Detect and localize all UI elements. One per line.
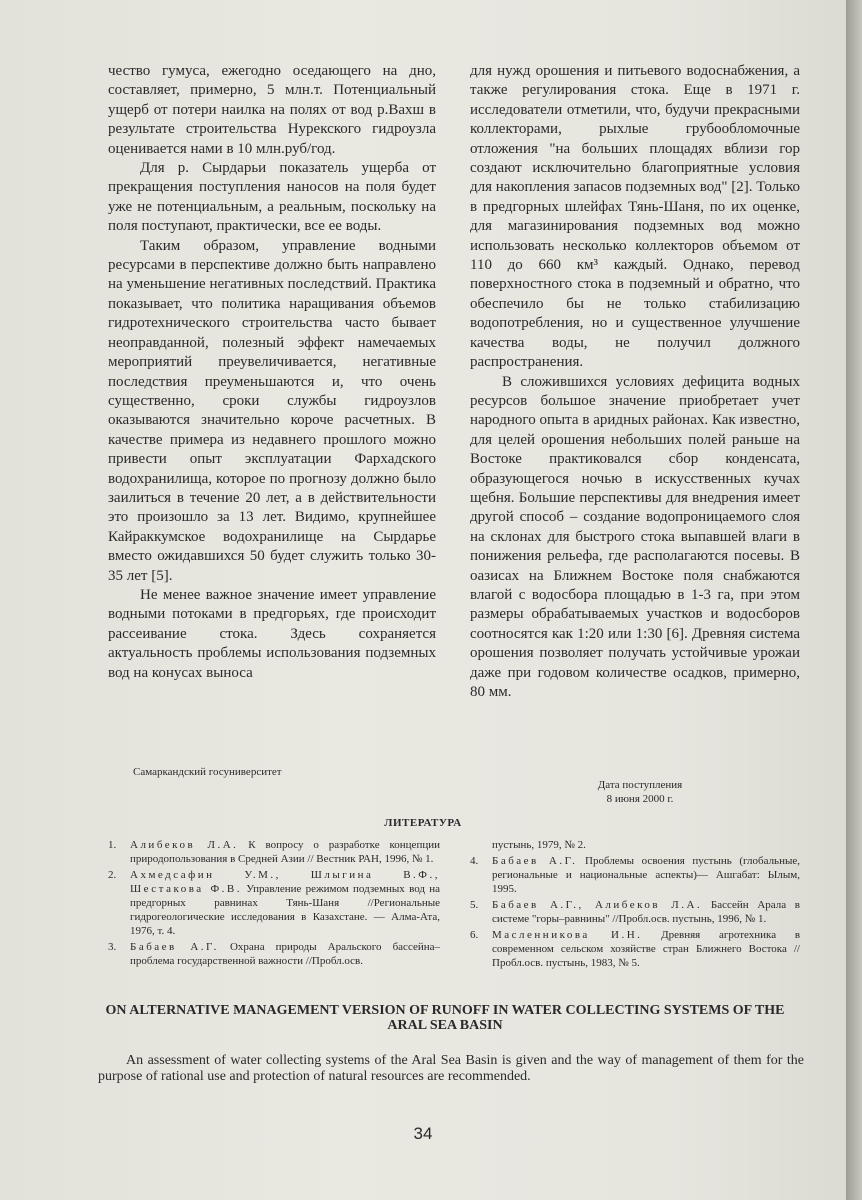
- literature-heading: ЛИТЕРАТУРА: [384, 817, 462, 829]
- reference-text: Охрана природы Аральского бассейна– проблема государственной важности //Пробл.осв.: [130, 941, 440, 967]
- english-title: ON ALTERNATIVE MANAGEMENT VERSION OF RUNOFF IN WATER COLLECTING SYSTEMS OF THE ARAL SEA BASIN: [105, 1003, 785, 1033]
- page-number: 34: [413, 1124, 433, 1143]
- reference-item: [470, 898, 800, 926]
- paragraph: для нужд орошения и питьевого водоснабжения, а также регулирования стока. Еще в 1971 г. исследователи отметили, что, будучи прекрасными коллекторами, рыхлые грубообломочные отложения "на больших площадях вблизи гор создают исключительно благоприятные условия для накопления запасов подземных вод" [2]. Только в предгорных шлейфах Тянь-Шаня, по их оценке, для магазинирования подземных вод можно использовать несколько коллекторов объемом от 110 до 660 км³ каждый. Однако, перевод поверхностного стока в подземный и обратно, что обеспечило бы не только стабилизацию водопотребления, но и существенное улучшение качества воды, не получил должного распространения.: [470, 63, 800, 371]
- reference-authors: Масленникова И.Н.: [492, 929, 643, 941]
- received-label: Дата поступления: [597, 779, 683, 791]
- reference-authors: Бабаев А.Г.: [130, 941, 219, 953]
- reference-number: 5.: [470, 899, 479, 911]
- reference-text: Проблемы освоения пустынь (глобальные, региональные и национальные аспекты)— Ашгабат: Ылым, 1995.: [492, 855, 800, 895]
- reference-item: [470, 838, 800, 852]
- english-abstract: [98, 1053, 804, 1085]
- paragraph: В сложившихся условиях дефицита водных ресурсов большое значение приобретает учет народного опыта в аридных районах. Как известно, для целей орошения небольших полей раньше на Востоке практиковался сбор конденсата, образующегося ночью в искусственных кучах щебня. Большие перспективы для внедрения имеет другой способ – создание водопроницаемого слоя на склонах для быстрого стока выпавшей влаги в понижения рельефа, где располагаются посевы. В оазисах на Ближнем Востоке поля снабжаются влагой с водосбора площадью в 1-3 га, при этом размеры обрабатываемых участков и водосборов соотносятся как 1:20 или 1:30 [6]. Древняя система орошения позволяет получать устойчивые урожаи даже при годовом количестве осадков, примерно, 80 мм.: [470, 373, 800, 700]
- page-edge: [846, 0, 862, 1200]
- paragraph: Не менее важное значение имеет управление водными потоками в предгорьях, где происходит рассеивание стока. Здесь сохраняется актуальность проблемы использования подземных вод на конусах выноса: [108, 586, 436, 681]
- reference-number: 4.: [470, 855, 479, 867]
- reference-text: Бассейн Арала в системе "горы–равнины" //Пробл.осв. пустынь, 1996, № 1.: [492, 899, 800, 925]
- reference-item: [108, 838, 440, 866]
- reference-text: К вопросу о разработке концепции природопользования в Средней Азии // Вестник РАН, 1996, № 1.: [130, 839, 440, 865]
- right-text-column: [470, 62, 800, 702]
- reference-number: 1.: [108, 839, 117, 851]
- paragraph: Для р. Сырдарьи показатель ущерба от прекращения поступления наносов на поля будет уже не потенциальным, а реальным, поскольку на поля поступают, практически, все ее воды.: [108, 160, 436, 235]
- references-left: [108, 838, 440, 970]
- english-abstract-text: An assessment of water collecting systems of the Aral Sea Basin is given and the way of management of them for the purpose of rational use and protection of natural resources are recommended.: [98, 1053, 804, 1084]
- reference-authors: Бабаев А.Г.: [492, 855, 578, 867]
- reference-text: Древняя агротехника в современном сельском хозяйстве стран Ближнего Востока //Пробл.осв. пустынь, 1983, № 5.: [492, 929, 801, 969]
- reference-number: 2.: [108, 869, 117, 881]
- reference-text: Управление режимом подземных вод на предгорных равнинах Тянь-Шаня //Региональные гидрогеологические исследования в Казахстане. — Алма-Ата, 1976, т. 4.: [130, 883, 441, 937]
- reference-item: [470, 854, 800, 896]
- received-value: 8 июня 2000 г.: [606, 793, 674, 805]
- reference-authors: Бабаев А.Г., Алибеков Л.А.: [492, 899, 703, 911]
- references-right: [470, 838, 800, 972]
- reference-number: 3.: [108, 941, 117, 953]
- reference-item: [108, 940, 440, 968]
- reference-authors: Алибеков Л.А.: [130, 839, 239, 851]
- reference-number: 6.: [470, 929, 479, 941]
- received-date: [560, 778, 720, 806]
- reference-authors: Ахмедсафин У.М., Шлыгина В.Ф., Шестакова Ф.В.: [130, 869, 440, 895]
- left-text-column: [108, 62, 436, 683]
- reference-item: [108, 868, 440, 938]
- paragraph: Таким образом, управление водными ресурсами в перспективе должно быть направлено на уменьшение негативных последствий. Практика показывает, что политика наращивания объемов гидротехнического строительства часто бывает неоправданной, полезный эффект намечаемых мероприятий преувеличивается, негативные последствия преуменьшаются и, что очень существенно, сроки службы гидроузлов оказываются значительно короче расчетных. В качестве примера из недавнего прошлого можно привести опыт эксплуатации Фархадского водохранилища, которое по прогнозу должно было заилиться в течение 20 лет, а в действительности это произошло за 13 лет. Видимо, крупнейшее Кайраккумское водохранилище на Сырдарье вместо ожидавшихся 50 будет служить только 30-35 лет [5].: [108, 237, 436, 584]
- paragraph: чество гумуса, ежегодно оседающего на дно, составляет, примерно, 5 млн.т. Потенциальный ущерб от потери наилка на полях от вод р.Вахш в результате строительства Нурекского гидроузла оценивается нами в 10 млн.руб/год.: [108, 63, 436, 157]
- reference-item: [470, 928, 800, 970]
- reference-text: пустынь, 1979, № 2.: [492, 839, 586, 851]
- affiliation: Самаркандский госуниверситет: [133, 766, 282, 778]
